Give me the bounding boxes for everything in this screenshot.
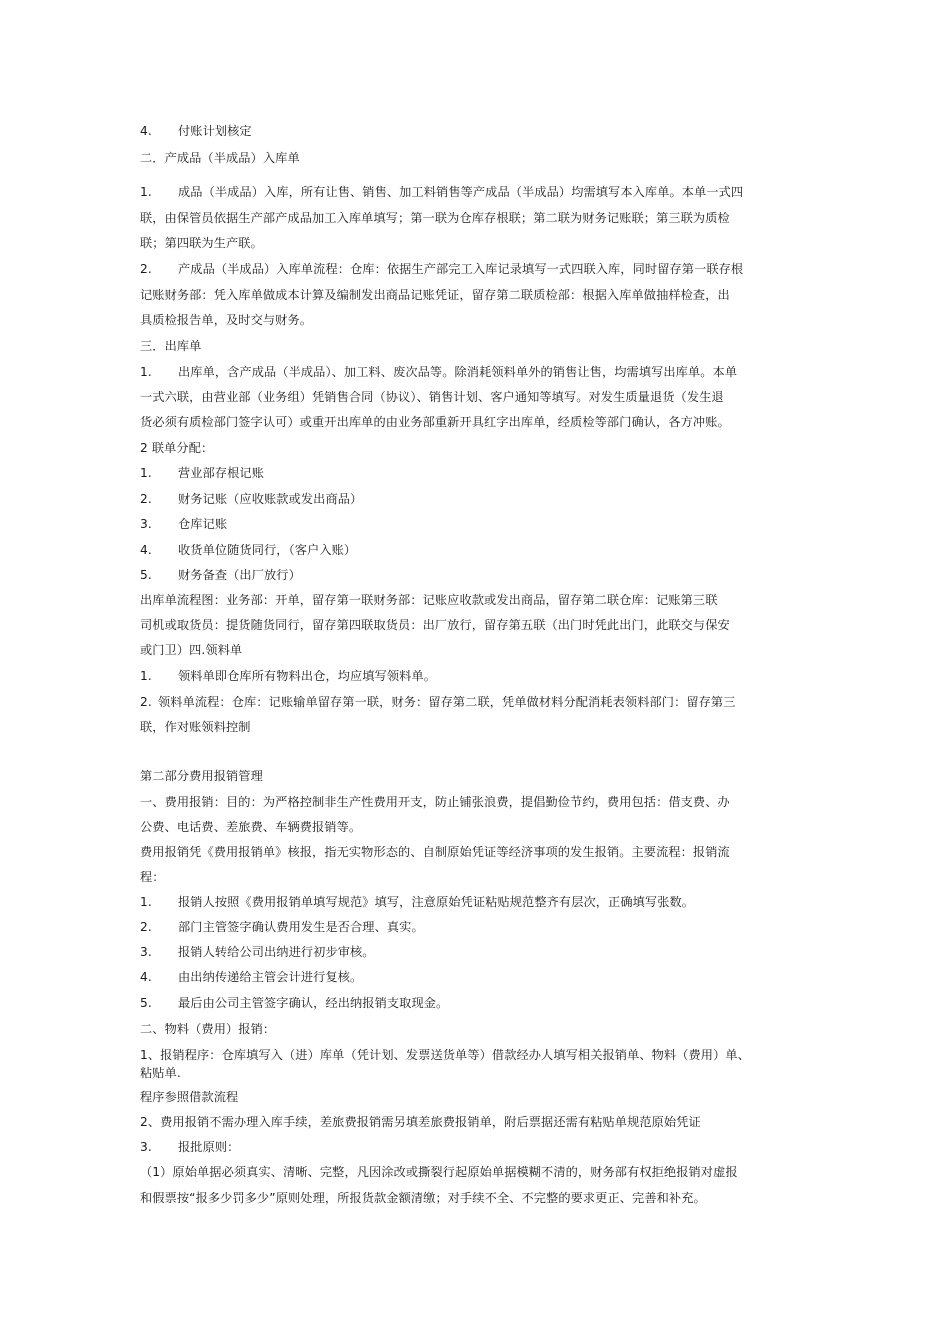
material-expense-title: 二、物料（费用）报销： <box>140 1022 276 1036</box>
inbound-item-1-line-2: 联，由保管员依据生产部产成品加工入库单填写；第一联为仓库存根联；第二联为财务记账联；第三联为质检 <box>140 211 730 225</box>
distribution-title: 2 联单分配： <box>140 441 214 455</box>
reimbursement-procedure-line-1: 1、报销程序：仓库填写入（进）库单（凭计划、发票送货单等）借款经办人填写相关报销单、物料（费用）单、 <box>140 1048 750 1062</box>
distribution-item: 1. 营业部存根记账 <box>140 466 265 480</box>
distribution-item: 4. 收货单位随货同行，（客户入账） <box>140 543 357 557</box>
inbound-item-2-line-1: 2. 产成品（半成品）入库单流程：仓库：依据生产部完工入库记录填写一式四联入库，同时留存第一联存根 <box>140 262 744 276</box>
part-2-title: 第二部分费用报销管理 <box>140 769 263 783</box>
inbound-item-1-line-3: 联；第四联为生产联。 <box>140 236 263 250</box>
distribution-item: 5. 财务备查（出厂放行） <box>140 568 301 582</box>
expense-step: 2. 部门主管签字确认费用发生是否合理、真实。 <box>140 920 424 934</box>
material-item-2-line-1: 2. 领料单流程：仓库：记账输单留存第一联，财务：留存第二联，凭单做材料分配消耗表领料部门：留存第三 <box>140 695 736 709</box>
expense-step: 3. 报销人转给公司出纳进行初步审核。 <box>140 945 375 959</box>
approval-principle-title: 3. 报批原则： <box>140 1140 240 1154</box>
reimbursement-rule-2: 2、费用报销不需办理入库手续，差旅费报销需另填差旅费报销单，附后票据还需有粘贴单规范原始凭证 <box>140 1115 701 1129</box>
principle-1-line-1: （1）原始单据必须真实、清晰、完整，凡因涂改或撕裂行起原始单据模糊不清的，财务部有权拒绝报销对虚报 <box>140 1165 738 1179</box>
inbound-item-2-line-2: 记账财务部：凭入库单做成本计算及编制发出商品记账凭证，留存第二联质检部：根据入库单做抽样检查，出 <box>140 288 730 302</box>
outbound-item-1-line-1: 1. 出库单，含产成品（半成品）、加工料、废次品等。除消耗领料单外的销售让售，均需填写出库单。本单 <box>140 365 738 379</box>
expense-section-line-2: 公费、电话费、差旅费、车辆费报销等。 <box>140 820 362 834</box>
material-item-1: 1. 领料单即仓库所有物料出仓，均应填写领料单。 <box>140 669 437 683</box>
section-3-title: 三．出库单 <box>140 339 202 353</box>
distribution-item: 3. 仓库记账 <box>140 517 228 531</box>
outbound-flow-line-2: 司机或取货员：提货随货同行，留存第四联取货员：出厂放行，留存第五联（出门时凭此出门，此联交与保安 <box>140 618 730 632</box>
procedure-reference: 程序参照借款流程 <box>140 1090 239 1104</box>
expense-step: 1. 报销人按照《费用报销单填写规范》填写，注意原始凭证粘贴规范整齐有层次，正确填写张数。 <box>140 895 695 909</box>
expense-step: 4. 由出纳传递给主管会计进行复核。 <box>140 970 363 984</box>
outbound-item-1-line-2: 一式六联，由营业部（业务组）凭销售合同（协议）、销售计划、客户通知等填写。对发生质量退货（发生退 <box>140 390 724 404</box>
material-item-2-line-2: 联，作对账领料控制 <box>140 720 251 734</box>
reimbursement-procedure-line-2: 粘贴单. <box>140 1066 181 1080</box>
principle-1-line-2: 和假票按“报多少罚多少”原则处理，所报货款金额清缴；对手续不全、不完整的要求更正、完善和补充。 <box>140 1191 706 1205</box>
distribution-item: 2. 财务记账（应收账款或发出商品） <box>140 492 363 506</box>
section-2-title: 二．产成品（半成品）入库单 <box>140 151 300 165</box>
outbound-item-1-line-3: 货必须有质检部门签字认可）或重开出库单的由业务部重新开具红字出库单，经质检等部门确认，各方冲账。 <box>140 415 730 429</box>
expense-section-line-4: 程： <box>140 870 165 884</box>
inbound-item-2-line-3: 具质检报告单，及时交与财务。 <box>140 313 313 327</box>
outbound-flow-line-3: 或门卫）四.领料单 <box>140 643 243 657</box>
outbound-flow-line-1: 出库单流程图：业务部：开单，留存第一联财务部：记账应收款或发出商品，留存第二联仓库：记账第三联 <box>140 593 718 607</box>
inbound-item-1-line-1: 1. 成品（半成品）入库，所有让售、销售、加工料销售等产成品（半成品）均需填写本入库单。本单一式四 <box>140 185 744 199</box>
expense-step: 5. 最后由公司主管签字确认，经出纳报销支取现金。 <box>140 996 449 1010</box>
expense-section-line-3: 费用报销凭《费用报销单》核报，指无实物形态的、自制原始凭证等经济事项的发生报销。主要流程：报销流 <box>140 845 730 859</box>
item-4: 4. 付账计划核定 <box>140 124 252 138</box>
expense-section-line-1: 一、费用报销：目的：为严格控制非生产性费用开支，防止铺张浪费，提倡勤俭节约，费用包括：借支费、办 <box>140 795 730 809</box>
